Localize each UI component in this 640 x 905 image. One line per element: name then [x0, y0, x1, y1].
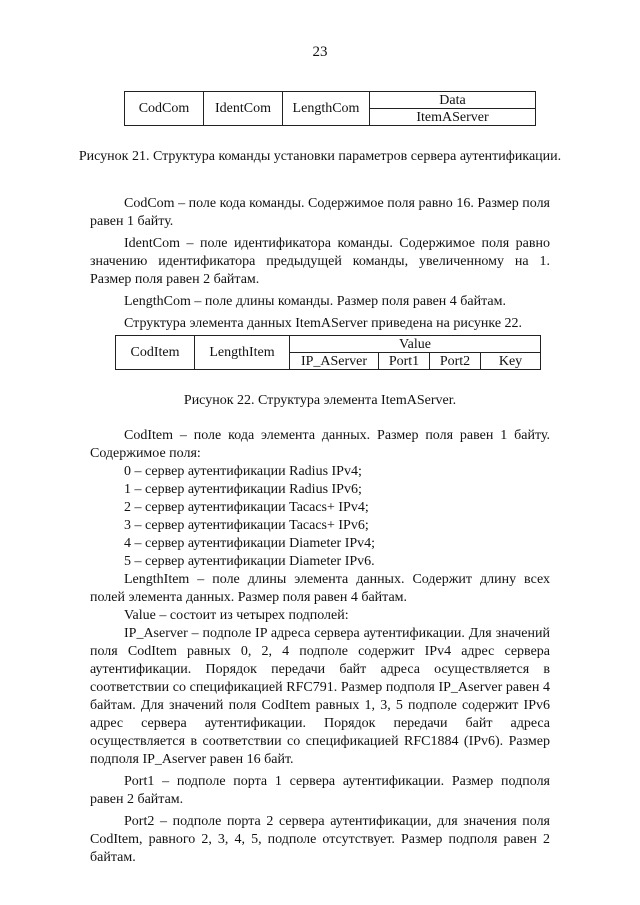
page-number: 23: [312, 44, 328, 60]
paragraph: Port2 – подполе порта 2 сервера аутентификации, для значения поля CodItem, равного 2, 3, 4, 5, подполе отсутствует. Размер подполя равен 2 байтам.: [90, 814, 550, 865]
paragraph: IP_Aserver – подполе IP адреса сервера аутентификации. Для значений поля CodItem равных 0, 2, 4 подполе содержит IPv4 адрес сервера аутентификации. Порядок передачи байт адреса осуществляется в соответствии со спецификацией RFC791. Размер подполя IP_Aserver равен 4 байтам. Для значений поля CodItem равных 1, 3, 5 подполе содержит IPv6 адрес сервера аутентификации. Порядок передачи байт адреса осуществляется в соответствии со спецификацией RFC1884 (IPv6). Размер подполя IP_Aserver равен 16 байт.: [90, 626, 550, 767]
cell-port2: Port2: [430, 353, 481, 370]
list-item: 5 – сервер аутентификации Diameter IPv6.: [124, 554, 375, 569]
list-item: 3 – сервер аутентификации Tacacs+ IPv6;: [124, 518, 369, 533]
list-item: 0 – сервер аутентификации Radius IPv4;: [124, 464, 362, 479]
list-item: 1 – сервер аутентификации Radius IPv6;: [124, 482, 362, 497]
section-item-fields: [90, 427, 550, 867]
cell-data: Data: [370, 92, 536, 109]
cell-value: Value: [290, 336, 541, 353]
paragraph: IdentCom – поле идентификатора команды. Содержимое поля равно значению идентификатора предыдущей команды, увеличенному на 1. Размер поля равен 2 байтам.: [90, 236, 550, 287]
paragraph: Port1 – подполе порта 1 сервера аутентификации. Размер подполя равен 2 байтам.: [90, 774, 550, 807]
cell-itemaserver: ItemAServer: [370, 109, 536, 126]
cell-lengthcom: LengthCom: [283, 92, 370, 126]
paragraph: LengthItem – поле длины элемента данных. Содержит длину всех полей элемента данных. Размер поля равен 4 байтам.: [90, 572, 550, 605]
list-item: 2 – сервер аутентификации Tacacs+ IPv4;: [124, 500, 369, 515]
item-structure-table: [115, 335, 541, 370]
cell-lengthitem: LengthItem: [195, 336, 290, 370]
paragraph: CodItem – поле кода элемента данных. Размер поля равен 1 байту. Содержимое поля:: [90, 428, 550, 461]
cell-key: Key: [481, 353, 541, 370]
paragraph: LengthCom – поле длины команды. Размер поля равен 4 байтам.: [124, 294, 506, 309]
command-structure-table: [124, 91, 536, 126]
cell-ip-aserver: IP_AServer: [290, 353, 379, 370]
paragraph: Структура элемента данных ItemAServer приведена на рисунке 22.: [124, 316, 523, 331]
list-item: 4 – сервер аутентификации Diameter IPv4;: [124, 536, 376, 551]
figure-21-caption: Рисунок 21. Структура команды установки параметров сервера аутентификации.: [78, 149, 562, 164]
cell-port1: Port1: [379, 353, 430, 370]
figure-22-caption: Рисунок 22. Структура элемента ItemAServer.: [183, 393, 457, 408]
cell-identcom: IdentCom: [204, 92, 283, 126]
section-command-fields: [90, 195, 550, 333]
cell-coditem: CodItem: [116, 336, 195, 370]
paragraph: CodCom – поле кода команды. Содержимое поля равно 16. Размер поля равен 1 байту.: [90, 196, 550, 229]
paragraph: Value – состоит из четырех подполей:: [124, 608, 349, 623]
cell-codcom: CodCom: [125, 92, 204, 126]
